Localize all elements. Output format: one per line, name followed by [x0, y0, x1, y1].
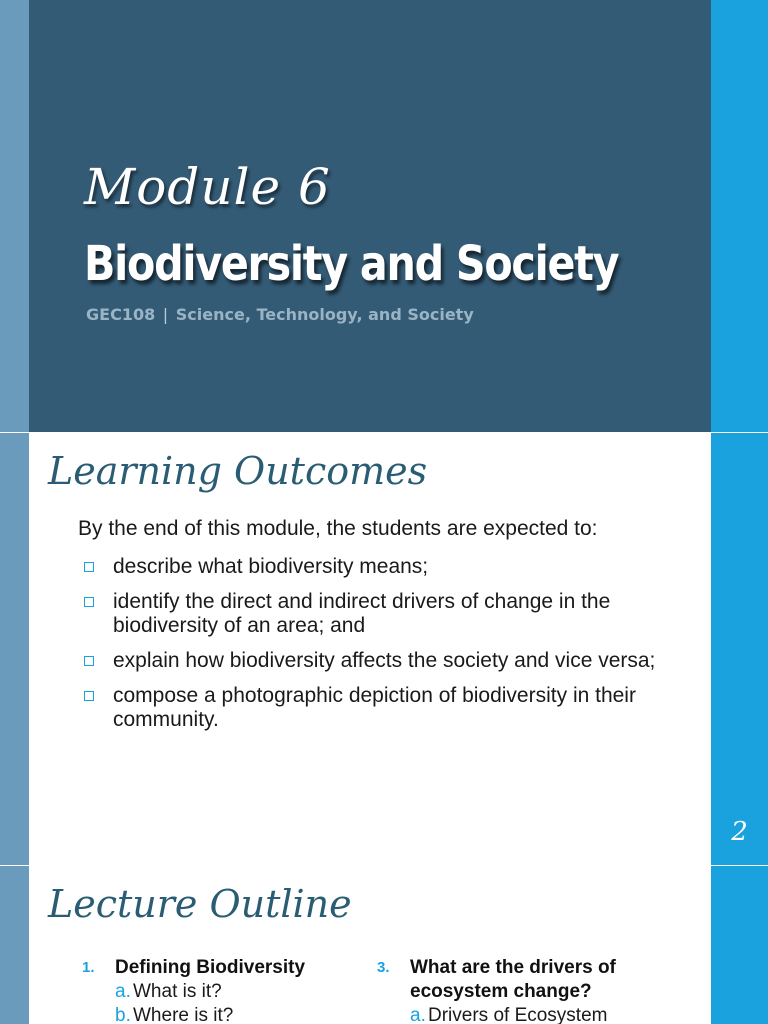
square-bullet-icon: [84, 656, 94, 666]
item-number: 1.: [82, 959, 95, 976]
slide-title: Biodiversity and Society: [84, 236, 619, 292]
sub-item: a. What is it?: [115, 981, 222, 1002]
item-title: What are the drivers of ecosystem change?: [410, 957, 616, 1002]
course-subtitle: [86, 305, 474, 324]
outline-item: [82, 956, 305, 1024]
list-item: compose a photographic depiction of biodiversity in their community.: [84, 684, 684, 732]
outline-column-left: [82, 956, 305, 1024]
left-accent-bar: [0, 0, 29, 432]
left-accent-bar: [0, 433, 29, 865]
list-item: identify the direct and indirect drivers of change in the biodiversity of an area; and: [84, 590, 684, 638]
module-label: Module 6: [84, 158, 331, 216]
page-number: 2: [731, 817, 748, 847]
list-item: describe what biodiversity means;: [84, 555, 684, 579]
outcomes-list: [84, 555, 684, 743]
outline-column-right: [377, 956, 677, 1024]
right-accent-bar: [711, 0, 768, 432]
lecture-outline-slide: [0, 866, 768, 1024]
course-code: GEC108: [86, 305, 156, 324]
subtitle-separator: |: [162, 305, 169, 324]
list-item: explain how biodiversity affects the society and vice versa;: [84, 649, 684, 673]
course-name: Science, Technology, and Society: [175, 305, 474, 324]
section-heading: Learning Outcomes: [48, 449, 428, 493]
item-number: 3.: [377, 959, 390, 976]
outline-item: [377, 956, 677, 1024]
sub-item: a. Drivers of Ecosystem: [410, 1005, 608, 1024]
section-heading: Lecture Outline: [48, 882, 352, 926]
title-slide: [0, 0, 768, 432]
learning-outcomes-slide: [0, 433, 768, 865]
square-bullet-icon: [84, 562, 94, 572]
square-bullet-icon: [84, 597, 94, 607]
sub-item: b. Where is it?: [115, 1005, 234, 1024]
property-notice: [726, 976, 752, 1024]
square-bullet-icon: [84, 691, 94, 701]
outcomes-intro: By the end of this module, the students are expected to:: [78, 517, 598, 540]
left-accent-bar: [0, 866, 29, 1024]
item-title: Defining Biodiversity: [115, 957, 306, 978]
property-notice: [726, 548, 752, 748]
